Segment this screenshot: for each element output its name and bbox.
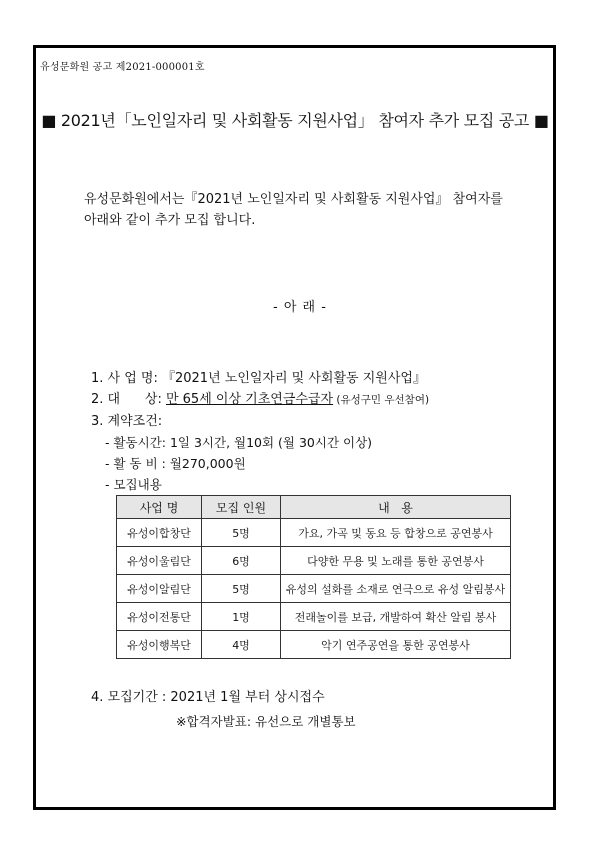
project-name-item: 1. 사 업 명: 『2021년 노인일자리 및 사회활동 지원사업』	[91, 371, 426, 386]
activity-time-item: - 활동시간: 1일 3시간, 월10회 (월 30시간 이상)	[105, 435, 373, 450]
notice-number: 유성문화원 공고 제2021-000001호	[40, 62, 205, 73]
conditions-list	[91, 368, 429, 495]
cell-content: 다양한 무용 및 노래를 통한 공연봉사	[281, 547, 511, 575]
table-row	[117, 547, 511, 575]
cell-project: 유성이전통단	[117, 603, 202, 631]
intro-line-1: 유성문화원에서는『2021년 노인일자리 및 사회활동 지원사업』 참여자를	[84, 192, 503, 207]
cell-content: 악기 연주공연을 통한 공연봉사	[281, 631, 511, 659]
table-row	[117, 575, 511, 603]
table-row	[117, 519, 511, 547]
table-header-row	[117, 496, 511, 519]
activity-cost-item: - 활 동 비 : 월270,000원	[105, 456, 246, 471]
cell-headcount: 5명	[202, 575, 281, 603]
column-header-headcount: 모집 인원	[202, 496, 281, 519]
cell-content: 전래놀이를 보급, 개발하여 확산 알림 봉사	[281, 603, 511, 631]
cell-project: 유성이행복단	[117, 631, 202, 659]
target-item	[91, 389, 429, 411]
cell-content: 유성의 설화를 소재로 연극으로 유성 알림봉사	[281, 575, 511, 603]
page-title: ■ 2021년「노인일자리 및 사회활동 지원사업」 참여자 추가 모집 공고 ■	[41, 111, 549, 130]
cell-project: 유성이합창단	[117, 519, 202, 547]
target-note: (유성구민 우선참여)	[333, 394, 430, 406]
cell-headcount: 6명	[202, 547, 281, 575]
contract-heading: 3. 계약조건:	[91, 414, 163, 429]
table-row	[117, 631, 511, 659]
recruitment-period: 4. 모집기간 : 2021년 1월 부터 상시접수	[91, 690, 325, 705]
intro-line-2: 아래와 같이 추가 모집 합니다.	[84, 213, 256, 228]
cell-headcount: 4명	[202, 631, 281, 659]
recruitment-table	[116, 495, 511, 659]
target-prefix: 2. 대 상:	[91, 392, 166, 407]
recruit-content-item: - 모집내용	[105, 477, 162, 492]
intro-paragraph	[84, 189, 544, 231]
result-announcement: ※합격자발표: 유선으로 개별통보	[176, 714, 356, 729]
section-divider-label: - 아 래 -	[273, 300, 327, 315]
cell-headcount: 1명	[202, 603, 281, 631]
target-value: 만 65세 이상 기초연금수급자	[165, 392, 334, 407]
column-header-project: 사업 명	[117, 496, 202, 519]
column-header-content: 내 용	[281, 496, 511, 519]
cell-project: 유성이울림단	[117, 547, 202, 575]
cell-headcount: 5명	[202, 519, 281, 547]
cell-project: 유성이알림단	[117, 575, 202, 603]
table-row	[117, 603, 511, 631]
cell-content: 가요, 가곡 및 동요 등 합창으로 공연봉사	[281, 519, 511, 547]
